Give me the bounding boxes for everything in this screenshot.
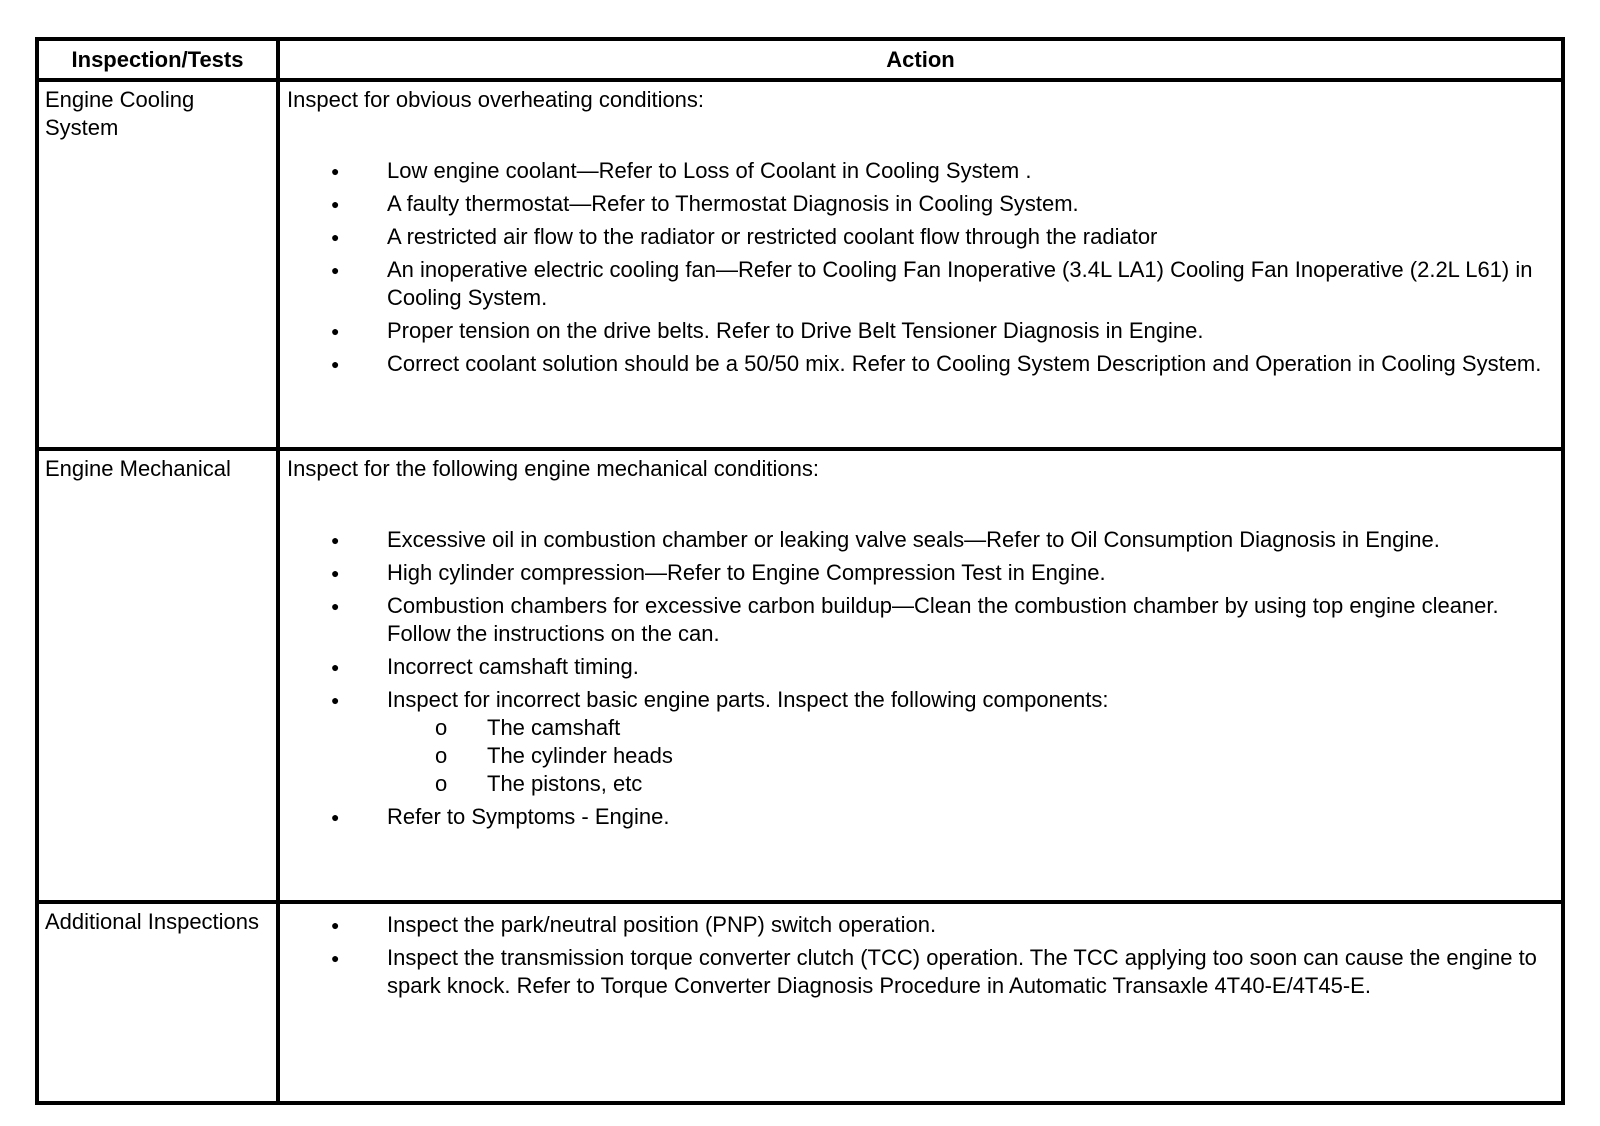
list-item: ● Correct coolant solution should be a 50/50 mix. Refer to Cooling System Description and Operation in Cooling System.	[287, 350, 1551, 378]
list-item: ● Low engine coolant—Refer to Loss of Coolant in Cooling System .	[287, 157, 1551, 185]
header-row-divider	[39, 78, 1561, 82]
row-label-additional-inspections: Additional Inspections	[45, 909, 260, 934]
row-intro-cooling: Inspect for obvious overheating conditions:	[287, 87, 705, 112]
inspection-table	[35, 37, 1565, 1105]
list-item: ● A restricted air flow to the radiator or restricted coolant flow through the radiator	[287, 223, 1551, 251]
additional-bullet-list	[287, 911, 1551, 1005]
header-action: Action	[886, 47, 955, 72]
list-item: ● Proper tension on the drive belts. Refer to Drive Belt Tensioner Diagnosis in Engine.	[287, 317, 1551, 345]
row-label-engine-cooling-system: Engine Cooling System	[45, 87, 195, 140]
list-item	[287, 686, 1551, 798]
sub-list-item: o The camshaft	[387, 714, 1551, 742]
header-inspection-tests: Inspection/Tests	[71, 47, 244, 72]
list-item: ● Inspect the park/neutral position (PNP) switch operation.	[287, 911, 1551, 939]
list-item: ● Refer to Symptoms - Engine.	[287, 803, 1551, 831]
list-item: ● Combustion chambers for excessive carbon buildup—Clean the combustion chamber by using top engine cleaner. Follow the instructions on the can.	[287, 592, 1551, 648]
list-item-text: Inspect for incorrect basic engine parts. Inspect the following components:	[387, 687, 1109, 712]
list-item: ● Inspect the transmission torque converter clutch (TCC) operation. The TCC applying too soon can cause the engine to spark knock. Refer to Torque Converter Diagnosis Procedure in Automatic Transaxle 4T40-E/4T45-E.	[287, 944, 1551, 1000]
list-item: ● An inoperative electric cooling fan—Refer to Cooling Fan Inoperative (3.4L LA1) Cooling Fan Inoperative (2.2L L61) in Cooling System.	[287, 256, 1551, 312]
column-divider	[276, 41, 280, 1101]
cooling-bullet-list	[287, 157, 1551, 383]
row-divider	[39, 900, 1561, 904]
row-intro-mechanical: Inspect for the following engine mechanical conditions:	[287, 456, 819, 481]
sub-list-item: o The pistons, etc	[387, 770, 1551, 798]
list-item: ● A faulty thermostat—Refer to Thermostat Diagnosis in Cooling System.	[287, 190, 1551, 218]
row-label-engine-mechanical: Engine Mechanical	[45, 456, 231, 481]
list-item: ● Incorrect camshaft timing.	[287, 653, 1551, 681]
components-sub-list	[387, 714, 1551, 798]
sub-list-item: o The cylinder heads	[387, 742, 1551, 770]
list-item: ● Excessive oil in combustion chamber or leaking valve seals—Refer to Oil Consumption Diagnosis in Engine.	[287, 526, 1551, 554]
mechanical-bullet-list	[287, 526, 1551, 836]
list-item: ● High cylinder compression—Refer to Engine Compression Test in Engine.	[287, 559, 1551, 587]
row-divider	[39, 447, 1561, 451]
